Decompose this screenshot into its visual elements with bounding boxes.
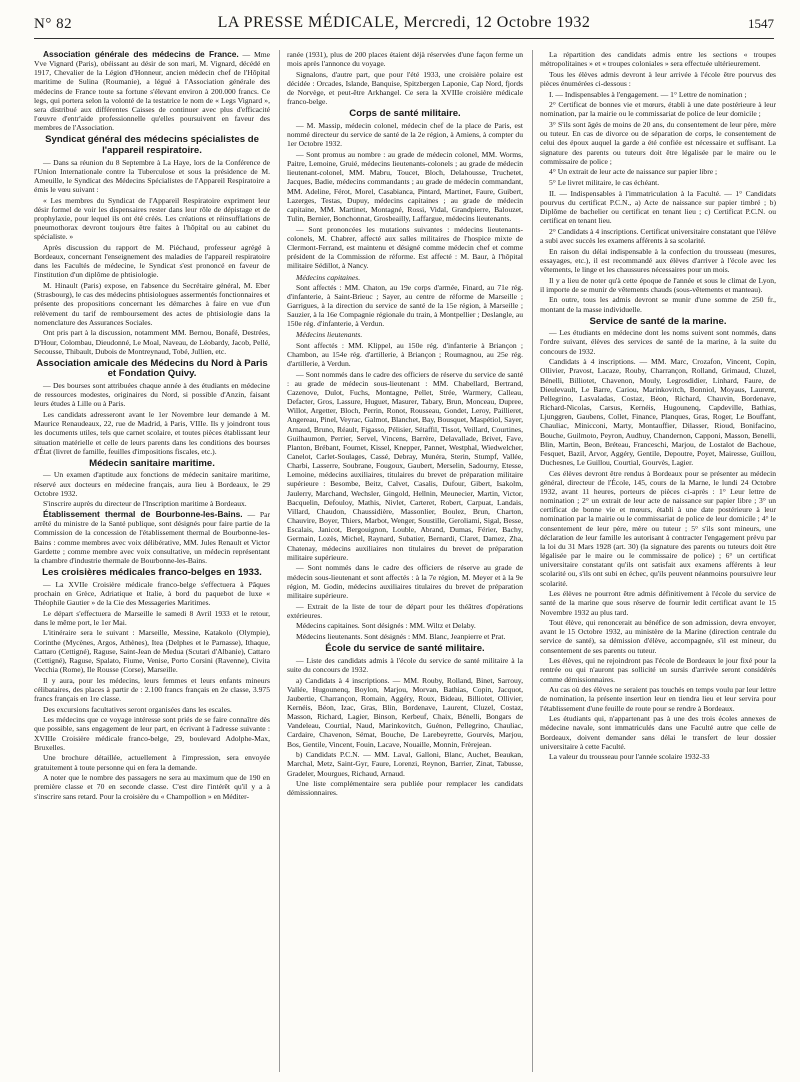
article-paragraph: Les étudiants qui, n'appartenant pas à une des trois écoles annexes de médecine navale, sont immatriculés dans une Faculté autre que celle de Bordeaux, doivent demander sans délai le transfert de leur dossier universitaire à cette Faculté. <box>540 714 776 751</box>
article-paragraph: Ces élèves devront être rendus à Bordeaux pour se présenter au médecin général, directeur de l'École, 145, cours de la Marne, le lundi 24 Octobre 1932, avant 11 heures, porteurs de pièces ci-après : 1° Leur lettre de nomination ; 2° un extrait de leur acte de naissance sur papier libre ; 3° un certificat de bonne vie et mœurs, établi à une date postérieure à leur nomination par la mairie ou le commissariat de police de leur domicile ; 4° le consentement de leur père, mère ou tuteur ; 5° s'ils sont mineurs, une déclaration de leur famille les autorisant à contracter l'engagement prévu par la loi du 31 Mars 1928 (art. 30) (la signature des parents ou tuteurs doit être légalisée par le maire ou le commissaire de police) ; 6° un certificat universitaire constatant qu'ils ont satisfait aux examens afférents à leur scolarité ou, s'ils ont subi en échec, qu'ils peuvent néanmoins poursuivre leur scolarité. <box>540 468 776 588</box>
article-paragraph: — M. Massip, médecin colonel, médecin chef de la place de Paris, est nommé directeur du service de santé de la 2e région, à Amiens, à compter du 1er Octobre 1932. <box>287 121 523 149</box>
article-paragraph: Ont pris part à la discussion, notamment MM. Bernou, Bonafé, Destrées, D'Hour, Colombau, Dieudonné, Le Moal, Naveau, de Léobardy, Jacob, Pellé, Secousse, Thibault, Dubois de Montreynaud, Tobé, Jullien, etc. <box>34 328 270 356</box>
page-number: 1547 <box>748 16 774 31</box>
article-paragraph: Les élèves ne pourront être admis définitivement à l'école du service de santé de la marine que sous réserve de fournir ledit certificat avant le 15 Novembre 1932 au plus tard. <box>540 589 776 617</box>
article-paragraph: S'inscrire auprès du directeur de l'Inscription maritime à Bordeaux. <box>43 499 247 509</box>
article-paragraph: a) Candidats à 4 inscriptions. — MM. Rouby, Rolland, Binet, Sarrouy, Vallée, Hugounenq, Boylon, Marjou, Morvan, Bathias, Copin, Jacquot, Jaubertie, Charrançon, Romain, Aggéry, Roux, Bideau, Billiotet, Ollivier, Kernéis, Béon, Izac, Gras, Blin, Bordenave, Laurent, Cluzel, Costaz, Masson, Richard, Lagier, Binson, Kerbeuf, Chaix, Bénelli, Bongars de Vandeleau, Courtial, Naud, Marinkovitch, Guénon, Pellegrino, Chauliac, Cardaire, Chavenon, Sémat, Bouche, De Larebeyrette, Gourvès, Marjou, Bos, Gentile, Vincent, Fouin, Lacave, Nouaille, Monnin, Frèrejean. <box>287 675 523 749</box>
column-divider <box>532 50 533 1072</box>
article-paragraph: A noter que le nombre des passagers ne sera au maximum que de 190 en première classe et 70 en seconde classe. C'est dire l'intérêt qu'il y a à s'inscrire sans retard. Pour la croisière du « Champollion » en Méditer- <box>34 773 270 801</box>
article-paragraph: b) Candidats P.C.N. — MM. Laval, Galloni, Blanc, Auchet, Beaukan, Marchal, Metz, Saint-Gyr, Faure, Lorenzi, Reynon, Barrier, Zinat, Tabusse, Gradeler, Mourgues, Richaud, Arnaud. <box>287 750 523 778</box>
article-paragraph: Le départ s'effectuera de Marseille le samedi 8 Avril 1933 et le retour, dans le même port, le 1er Mai. <box>34 608 270 627</box>
article-paragraph <box>34 50 270 132</box>
article-paragraph: — La XVIIe Croisière médicale franco-belge s'effectuera à Pâques prochain en Grèce, Adriatique et Italie, à bord du paquebot de luxe « Théophile Gautier » de la Cie des Messageries Maritimes. <box>34 579 270 607</box>
article-paragraph: 5° Le livret militaire, le cas échéant. <box>549 178 660 188</box>
article-paragraph: Les médecins que ce voyage intéresse sont priés de se faire connaître dès que possible, sans engagement de leur part, en écrivant à l'adresse suivante : XVIIIe Croisière médicale franco-belge, 29, boulevard Adolphe-Max, Bruxelles. <box>34 715 270 752</box>
article-paragraph: — Sont nommés dans le cadre des officiers de réserve au grade de médecin sous-lieutenant et sont affectés : à la 7e région, M. Meyer et à la 9e région, M. Godin, médecins auxiliaires titulaires du brevet de préparation militaire supérieure. <box>287 563 523 600</box>
issue-number: N° 82 <box>34 16 73 32</box>
section-heading: École du service de santé militaire. <box>325 643 485 655</box>
paragraph-body: — Mme Vve Vignard (Paris), obéissant au désir de son mari, M. Vignard, décédé en 1917, Chevalier de la Légion d'Honneur, ancien médecin chef de l'Hôpital maritime de Sulina (Roumanie), a légué à l'Association générale des médecins de France toute sa fortune s'élevant environ à 200.000 francs. Ce legs, qui portera selon la volonté de la testatrice le nom de « Legs Vignard », sera distribué aux différentes Caisses de continuer avec plus d'efficacité l'œuvre d'entr'aide professionnelle qu'elles poursuivent en faveur des membres de l'Association. <box>34 50 270 133</box>
article-paragraph: En outre, tous les admis devront se munir d'une somme de 250 fr., montant de la masse individuelle. <box>540 295 776 314</box>
paragraph-lead: Établissement thermal de Bourbonne-les-Bains. <box>43 509 243 520</box>
section-heading: Corps de santé militaire. <box>349 108 461 120</box>
article-paragraph: 4° Un extrait de leur acte de naissance sur papier libre ; <box>549 167 718 177</box>
header-rule <box>34 38 774 39</box>
article-paragraph: La valeur du trousseau pour l'année scolaire 1932-33 <box>549 752 710 762</box>
article-paragraph: Il y aura, pour les médecins, leurs femmes et leurs enfants mineurs célibataires, des places à partir de : 2.100 francs français en 2e classe, 3.975 francs français en 1re classe. <box>34 675 270 703</box>
column-1 <box>34 50 270 1074</box>
article-paragraph: — Un examen d'aptitude aux fonctions de médecin sanitaire maritime, réservé aux docteurs en médecine français, aura lieu à Bordeaux, le 29 Octobre 1932. <box>34 470 270 498</box>
article-paragraph: Au cas où des élèves ne seraient pas touchés en temps voulu par leur lettre de nomination, la présente insertion leur en tiendra lieu et leur servira pour l'établissement d'une feuille de route pour se rendre à Bordeaux. <box>540 685 776 713</box>
subsection-heading: Médecins capitaines. <box>296 272 361 282</box>
paragraph-body: — Par arrêté du ministre de la Santé publique, sont désignés pour faire partie de la Commission de la concession de l'établissement thermal de Bourbonne-les-Bains : comme membres avec voix délibérative, MM. Jules Renault et Victor Gardette ; comme membre avec voix consultative, un médecin représentant la chambre d'industrie thermale de Bourbonne-les-Bains. <box>34 510 270 565</box>
article-paragraph: Signalons, d'autre part, que pour l'été 1933, une croisière polaire est décidée : Orcades, Islande, Banquise, Spitzbergen Laponie, Cap Nord, fjords de Norvège, et peut-être Arkhangel. Ce sera la XVIIIe croisière médicale franco-belge. <box>287 69 523 107</box>
article-paragraph: II. — Indispensables à l'immatriculation à la Faculté. — 1° Candidats pourvus du certificat P.C.N., a) Acte de naissance sur papier timbré ; b) Diplôme de bachelier ou certificat en tenant lieu ; c) Certificat P.C.N. ou certificat en tenant lieu. <box>540 188 776 226</box>
article-paragraph: I. — Indispensables à l'engagement. — 1° Lettre de nomination ; <box>549 89 747 99</box>
article-paragraph: Une liste complémentaire sera publiée pour remplacer les candidats démissionnaires. <box>287 779 523 798</box>
article-paragraph: Sont affectés : MM. Klippel, au 150e rég. d'infanterie à Briançon ; Chambon, au 154e rég. d'artillerie, à Briançon ; Roumagnou, au 25e rég. d'artillerie, à Verdun. <box>287 340 523 368</box>
article-paragraph: Il y a lieu de noter qu'à cette époque de l'année et sous le climat de Lyon, il importe de se munir de vêtements chauds (sous-vêtements et manteau). <box>540 275 776 294</box>
column-3 <box>540 50 776 1074</box>
page-header <box>34 10 774 36</box>
article-paragraph: En raison du délai indispensable à la confection du trousseau (mesures, essayages, etc.), il est recommandé aux élèves d'arriver à l'école avec les vêtements, le linge et les chaussures nécessaires pour un mois. <box>540 246 776 274</box>
article-paragraph: Des excursions facultatives seront organisées dans les escales. <box>43 704 232 714</box>
masthead-title: LA PRESSE MÉDICALE, Mercredi, 12 Octobre 1932 <box>217 14 591 31</box>
article-paragraph: — Des bourses sont attribuées chaque année à des étudiants en médecine de ressources modestes, originaires du Nord, si possible d'Anzin, faisant leurs études à Lille ou à Paris. <box>34 381 270 409</box>
article-paragraph: — Liste des candidats admis à l'école du service de santé militaire à la suite du concours de 1932. <box>287 655 523 674</box>
subsection-heading: Médecins lieutenants. <box>296 330 363 340</box>
article-paragraph: Candidats à 4 inscriptions. — MM. Marc, Crozafon, Vincent, Copin, Ollivier, Pravost, Lacaze, Rouby, Charrançon, Rolland, Grimaud, Cluzel, Bénelli, Billiotet, Chavenon, Mouly, Legrosdidier, Linhard, Faure, de Dieulevault, Le Barre, Cariou, Marinkovitch, Bonniol, Moyaus, Laurent, Pellegrino, Lasvaladas, Costaz, Béon, Richard, Chauvin, Bordenave, Richard-Nicolas, Carsus, Kernéis, Hugounenq, Capdeville, Bathias, Ljunggren, Gaubens, Collet, Finance, Planques, Gras, Roger, Le Bouffant, Chauliac, Minicconi, Marty, Montauffier, Dilasser, Rioud, Bonifacino, Bouche, Guilmoto, Peyron, Audhuy, Chandernon, Capponi, Masson, Benelli, Blin, Martin, Beon, Bréteau, Franceschi, Marjou, de Lostalot de Bachoue, Fesquet, Bazil, Arvor, Aggéry, Gentile, Depoutre, Poyet, Mairesse, Guillou, Duchesnes, Le Guillou, Courtial, Gourvès, Lagier. <box>540 357 776 467</box>
article-paragraph: — Extrait de la liste de tour de départ pour les théâtres d'opérations extérieures. <box>287 601 523 620</box>
article-paragraph: — Sont nommés dans le cadre des officiers de réserve du service de santé : au grade de médecin sous-lieutenant : MM. Chabellard, Bertrand, Cazenove, Dulot, Fuchs, Montagne, Pellet, Strée, Warmery, Calleau, Defacter, Gros, Lassure, Huguet, Masurer, Tabary, Brun, Monceau, Dupree, Willot, Argetter, Bloch, Perrin, Ronot, Rousseau, Gondet, Leroy, Paillieret, Angereau, Pinel, Veyrac, Galmot, Blanchet, Bay, Bousquet, Maspétiol, Sayer, Arnaud, Bruno, Réault, Figasso, Pélisier, Sétaffil, Tissot, Veillard, Courtines, Guilhaumon, Perrier, Servel, Vincens, Barrère, Delavallade, Brivet, Fave, Planton, Brébant, Foumet, Kissel, Knepper, Pannet, Westphal, Wiedwelcher, Canelot, Carlet-Soulages, Cassé, Debray, Munéra, Sterin, Stumpf, Vallée, Charbi, Lasserre, Soubrane, Fougoux, Gaubert, Merselin, Sadourny, Etesse, Lemoine, médecins auxiliaires, titulaires du brevet de préparation militaire supérieure : Besombe, Beitz, Calvet, Casalis, Dufour, Gibert, Isakolm, Jaulerry, Marchand, Wechsler, Gingold, Hellnin, Meunecier, Martin, Victor, Bacquelin, Defouloy, Mathis, Nivlet, Carteret, Robert, Carpuat, Landais, Villard, Chaudon, Chaussidière, Massonlier, Boulez, Brun, Charton, Chauvire, Boyer, Thiers, Marbot, Wenger, Soustille, Geroliami, Sigal, Besse, Escalais, Janicot, Bergouignon, Louble, Abrand, Dumas, Férier, Bachy, Germain, Lozès, Michel, Raynard, Subatier, Bernardi, Claret, Damez, Zha, Chatenay, médecins auxiliaires non titulaires du brevet de préparation militaire supérieure. <box>287 369 523 562</box>
article-paragraph: — Sont prononcées les mutations suivantes : médecins lieutenants-colonels, M. Chabrer, affecté aux salles militaires de l'hospice mixte de Clermont-Ferrand, est maintenu et désigné comme médecin chef et comme président de la Commission de réforme. Est affecté : M. Baur, à l'hôpital militaire Sédillot, à Nancy. <box>287 224 523 271</box>
article-paragraph: 2° Certificat de bonnes vie et mœurs, établi à une date postérieure à leur nomination, par la mairie ou le commissariat de police de leur domicile ; <box>540 100 776 119</box>
article-paragraph: « Les membres du Syndicat de l'Appareil Respiratoire expriment leur désir formel de voir les dispensaires rester dans leur rôle de dépistage et de prophylaxie, pour lequel ils ont été créés. Les créations et réinsufflations de pneumothorax devront toujours être faites à l'hôpital ou au cabinet du spécialiste. » <box>34 195 270 242</box>
article-paragraph: 3° S'ils sont âgés de moins de 20 ans, du consentement de leur père, mère ou tuteur. En cas de divorce ou de séparation de corps, le consentement de celui des époux auquel la garde a été confiée est nécessaire et suffisant. La signature des parents ou tuteurs doit être légalisée par le maire ou le commissaire de police ; <box>540 120 776 166</box>
article-paragraph: Après discussion du rapport de M. Piéchaud, professeur agrégé à Bordeaux, concernant l'enseignement des maladies de l'appareil respiratoire dans les Facultés de médecine, le Syndicat s'est prononcé en faveur de l'institution d'un diplôme de phtisiologie. <box>34 243 270 280</box>
article-paragraph: Les élèves, qui ne rejoindront pas l'école de Bordeaux le jour fixé pour la rentrée ou qui n'auront pas sollicité un sursis d'arrivée seront considérés comme démissionnaires. <box>540 656 776 684</box>
article-paragraph: — Dans sa réunion du 8 Septembre à La Haye, lors de la Conférence de l'Union Internationale contre la Tuberculose et sous la présidence de M. Ameuille, le Syndicat des Médecins Spécialistes de l'Appareil Respiratoire a émis le vœu suivant : <box>34 157 270 195</box>
column-2 <box>287 50 523 1074</box>
section-heading: Médecin sanitaire maritime. <box>89 457 215 469</box>
section-heading: Service de santé de la marine. <box>589 315 727 327</box>
article-paragraph: ranée (1931), plus de 200 places étaient déjà réservées d'une façon ferme un mois après l'annonce du voyage. <box>287 50 523 69</box>
article-paragraph: Une brochure détaillée, actuellement à l'impression, sera envoyée gratuitement à toute personne qui en fera la demande. <box>34 753 270 772</box>
article-paragraph: Les candidats adresseront avant le 1er Novembre leur demande à M. Maurice Renaudeaux, 22, rue de Madrid, à Paris, VIIIe. Ils y joindront tous les documents utiles, tels que carnet scolaire, et toutes pièces établissant leur situation matérielle et celle de leurs parents dans les conditions des bourses d'État (livret de famille, feuilles d'impositions fiscales, etc.). <box>34 410 270 456</box>
paragraph-lead: Association générale des médecins de France. <box>43 50 239 59</box>
section-heading: Syndicat général des médecins spécialistes de l'appareil respiratoire. <box>45 134 259 156</box>
section-heading: Association amicale des Médecins du Nord à Paris et Fondation Quivy. <box>36 357 268 380</box>
section-heading: Les croisières médicales franco-belges en 1933. <box>42 566 262 578</box>
article-paragraph: Tout élève, qui renoncerait au bénéfice de son admission, devra envoyer, avant le 15 Octobre 1932, au ministère de la Marine (direction centrale du service de santé), sa démission d'élève, accompagnée, s'il est mineur, du consentement de ses parents ou tuteur. <box>540 618 776 655</box>
article-paragraph: Sont affectés : MM. Chaton, au 19e corps d'armée, Finard, au 71e rég. d'infanterie, à Saint-Brieuc ; Sayer, au centre de réforme de Marseille ; Garrigues, à la direction du service de santé de la 15e région, à Marseille ; Sauzier, à la 16e Compagnie régionale du train, à Montpellier ; Deslangle, au 150e rég. d'infanterie, à Verdun. <box>287 282 523 329</box>
article-paragraph: Médecins capitaines. Sont désignés : MM. Wiltz et Delaby. <box>296 621 476 631</box>
article-paragraph: 2° Candidats à 4 inscriptions. Certificat universitaire constatant que l'élève a subi avec succès les examens afférents à sa scolarité. <box>540 226 776 245</box>
article-paragraph: Médecins lieutenants. Sont désignés : MM. Blanc, Jeanpierre et Prat. <box>296 631 506 641</box>
column-divider <box>279 50 280 1072</box>
article-paragraph: — Les étudiants en médecine dont les noms suivent sont nommés, dans l'ordre suivant, élèves des services de santé de la marine, à la suite du concours de 1932. <box>540 328 776 356</box>
article-paragraph: Tous les élèves admis devront à leur arrivée à l'école être pourvus des pièces énumérées ci-dessous : <box>540 69 776 88</box>
article-paragraph: L'itinéraire sera le suivant : Marseille, Messine, Katakolo (Olympie), Corinthe (Mycènes, Argos, Athènes), Itea (Delphes et le Parnasse), Ithaque, Cattaro (Cettigné), Raguse, Saint-Jean de Medua (Scutari d'Albanie), Cattaro (Cettigné), Raguse, Spalato, Fiume, Venise, Porto Corsini (Ravenne), Civita Vecchia (Rome), Ile Rousse (Corse), Marseille. <box>34 628 270 674</box>
article-paragraph: La répartition des candidats admis entre les sections « troupes métropolitaines » et « troupes coloniales » sera effectuée ultérieurement. <box>540 50 776 69</box>
article-paragraph: M. Hinault (Paris) expose, en l'absence du Secrétaire général, M. Eber (Strasbourg), le cas des médecins phtisiologues assermentés fonctionnaires et présente des propositions concernant les démarches à faire en vue d'un relèvement du tarif de remboursement des actes de phtisiologie dans la nomenclature des Assurances Sociales. <box>34 281 270 327</box>
article-paragraph <box>34 510 270 565</box>
article-paragraph: — Sont promus au nombre : au grade de médecin colonel, MM. Worms, Paitre, Lemoine, Gruié, médecins lieutenants-colonels ; au grade de médecin lieutenant-colonel, MM. Mabru, Toucet, Bloch, Delahousse, Truchetet, Jacques, Badie, médecins commandants ; au grade de médecin commandant, MM. Adeline, Férot, Morel, Casabianca, Pintard, Martinet, Faure, Guibert, Lazerges, Testas, Dupuy, médecins capitaines ; au grade de médecin capitaine, MM. Martinet, Montagné, Rossi, Vidal, Grandpierre, Balouzet, Tulin, Bernier, Bonchonnat, Grosbeailly, Laffargue, médecins lieutenants. <box>287 150 523 224</box>
